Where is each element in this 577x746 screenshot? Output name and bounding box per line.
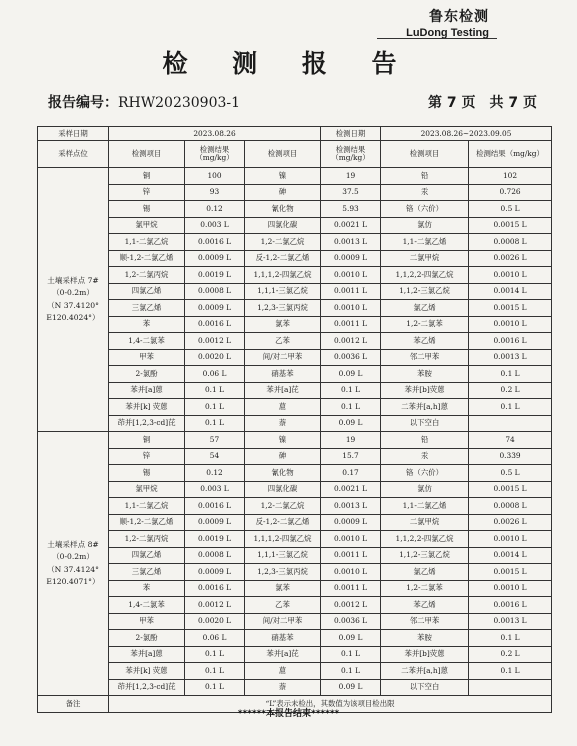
col-header-site: 采样点位 xyxy=(38,141,109,168)
test-item-cell: 氯苯 xyxy=(245,316,321,333)
test-result-cell: 0.06 L xyxy=(185,630,245,647)
test-result-cell: 0.0008 L xyxy=(185,283,245,300)
test-result-cell: 0.003 L xyxy=(185,217,245,234)
test-item-cell: 苯并[b]荧蒽 xyxy=(381,382,469,399)
table-row xyxy=(38,316,552,333)
table-row xyxy=(38,399,552,416)
test-result-cell: 0.2 L xyxy=(469,382,552,399)
test-result-cell: 0.0010 L xyxy=(469,531,552,548)
test-item-cell: 二苯并[a,h]蒽 xyxy=(381,399,469,416)
test-result-cell: 0.0015 L xyxy=(469,481,552,498)
test-result-cell xyxy=(469,679,552,696)
test-item-cell: 1,1-二氯乙烷 xyxy=(109,234,185,251)
table-row xyxy=(38,283,552,300)
table-row xyxy=(38,547,552,564)
table-row xyxy=(38,349,552,366)
test-result-cell: 0.0016 L xyxy=(469,597,552,614)
test-item-cell: 苯并[b]荧蒽 xyxy=(381,646,469,663)
test-result-cell: 0.0012 L xyxy=(185,597,245,614)
test-item-cell: 四氯乙烯 xyxy=(109,547,185,564)
test-result-cell: 54 xyxy=(185,448,245,465)
test-item-cell: 1,1-二氯乙烯 xyxy=(381,234,469,251)
test-item-cell: 苯并[a]芘 xyxy=(245,646,321,663)
table-row xyxy=(38,564,552,581)
test-result-cell: 0.0011 L xyxy=(321,580,381,597)
test-item-cell: 乙苯 xyxy=(245,597,321,614)
brand-underline xyxy=(377,38,497,39)
total-pages: 共 7 页 xyxy=(489,95,537,111)
table-row xyxy=(38,663,552,680)
test-result-cell: 0.1 L xyxy=(185,646,245,663)
brand-block xyxy=(406,6,489,39)
test-result-cell: 0.0016 L xyxy=(185,234,245,251)
remark-label: 备注 xyxy=(38,696,109,713)
test-result-cell: 0.0020 L xyxy=(185,349,245,366)
test-item-cell: 三氯乙烯 xyxy=(109,564,185,581)
test-result-cell: 0.5 L xyxy=(469,465,552,482)
test-result-cell: 0.1 L xyxy=(185,663,245,680)
test-item-cell: 1,1,2,2-四氯乙烷 xyxy=(381,267,469,284)
report-number-label: 报告编号： xyxy=(48,95,118,111)
test-result-cell: 0.1 L xyxy=(321,646,381,663)
test-result-cell: 0.0013 L xyxy=(321,498,381,515)
brand-name-cn: 鲁东检测 xyxy=(429,9,489,25)
test-result-cell: 0.0015 L xyxy=(469,217,552,234)
test-item-cell: 萘 xyxy=(245,415,321,432)
test-result-cell: 0.0036 L xyxy=(321,613,381,630)
test-result-cell: 0.0008 L xyxy=(469,234,552,251)
test-item-cell: 氯仿 xyxy=(381,481,469,498)
test-item-cell: 镍 xyxy=(245,168,321,185)
table-row xyxy=(38,217,552,234)
test-result-cell: 100 xyxy=(185,168,245,185)
test-item-cell: 1,1,1-三氯乙烷 xyxy=(245,283,321,300)
test-result-cell: 0.0020 L xyxy=(185,613,245,630)
test-item-cell: 1,2-二氯丙烷 xyxy=(109,531,185,548)
test-item-cell: 四氯化碳 xyxy=(245,217,321,234)
test-item-cell: 汞 xyxy=(381,448,469,465)
test-item-cell: 苯并[k] 荧蒽 xyxy=(109,663,185,680)
test-result-cell: 0.0014 L xyxy=(469,283,552,300)
test-result-cell: 0.0008 L xyxy=(469,498,552,515)
results-table xyxy=(37,126,552,713)
test-item-cell: 氯苯 xyxy=(245,580,321,597)
report-end-marker: ******本报告结束****** xyxy=(237,709,340,719)
test-result-cell: 0.0014 L xyxy=(469,547,552,564)
table-row xyxy=(38,234,552,251)
test-item-cell: 1,2-二氯苯 xyxy=(381,580,469,597)
test-item-cell: 铬（六价） xyxy=(381,465,469,482)
test-result-cell: 0.0010 L xyxy=(321,564,381,581)
test-result-cell: 0.1 L xyxy=(185,399,245,416)
test-result-cell: 0.12 xyxy=(185,465,245,482)
test-result-cell: 0.0010 L xyxy=(469,316,552,333)
test-item-cell: 苯并[a]蒽 xyxy=(109,382,185,399)
test-item-cell: 砷 xyxy=(245,448,321,465)
test-result-cell: 0.17 xyxy=(321,465,381,482)
test-item-cell: 四氯化碳 xyxy=(245,481,321,498)
test-item-cell: 氯甲烷 xyxy=(109,481,185,498)
test-item-cell: 茚并[1,2,3-cd]芘 xyxy=(109,415,185,432)
test-result-cell: 19 xyxy=(321,168,381,185)
test-result-cell: 0.06 L xyxy=(185,366,245,383)
test-result-cell: 0.0009 L xyxy=(321,250,381,267)
test-result-cell: 0.1 L xyxy=(469,399,552,416)
test-item-cell: 甲苯 xyxy=(109,349,185,366)
test-result-cell: 0.09 L xyxy=(321,366,381,383)
table-row xyxy=(38,300,552,317)
test-result-cell: 0.0021 L xyxy=(321,217,381,234)
test-item-cell: 顺-1,2-二氯乙烯 xyxy=(109,514,185,531)
table-row xyxy=(38,646,552,663)
test-item-cell: 以下空白 xyxy=(381,415,469,432)
test-item-cell: 2-氯酚 xyxy=(109,366,185,383)
test-item-cell: 苯 xyxy=(109,316,185,333)
table-row xyxy=(38,580,552,597)
test-item-cell: 乙苯 xyxy=(245,333,321,350)
brand-name-en: LuDong Testing xyxy=(406,27,489,39)
test-item-cell: 苯并[a]芘 xyxy=(245,382,321,399)
test-result-cell: 0.1 L xyxy=(321,382,381,399)
test-result-cell: 0.0010 L xyxy=(321,300,381,317)
test-item-cell: 镍 xyxy=(245,432,321,449)
test-item-cell: 1,2-二氯乙烷 xyxy=(245,234,321,251)
test-item-cell: 1,1,1,2-四氯乙烷 xyxy=(245,267,321,284)
test-result-cell: 0.0011 L xyxy=(321,283,381,300)
test-result-cell: 0.0016 L xyxy=(185,580,245,597)
header-row xyxy=(38,141,552,168)
test-item-cell: 铬（六价） xyxy=(381,201,469,218)
test-item-cell: 汞 xyxy=(381,184,469,201)
test-item-cell: 氯仿 xyxy=(381,217,469,234)
test-item-cell: 苯乙烯 xyxy=(381,597,469,614)
test-result-cell: 19 xyxy=(321,432,381,449)
test-item-cell: 萘 xyxy=(245,679,321,696)
test-result-cell: 0.1 L xyxy=(321,399,381,416)
sampling-site-label: 土壤采样点 8# （0-0.2m） （N 37.4124° E120.4071°） xyxy=(38,432,109,696)
test-item-cell: 苯胺 xyxy=(381,630,469,647)
test-item-cell: 苯乙烯 xyxy=(381,333,469,350)
test-result-cell: 0.0036 L xyxy=(321,349,381,366)
table-row xyxy=(38,333,552,350)
table-row xyxy=(38,597,552,614)
table-row xyxy=(38,168,552,185)
test-item-cell: 1,2,3-三氯丙烷 xyxy=(245,300,321,317)
test-result-cell: 37.5 xyxy=(321,184,381,201)
test-result-cell: 0.0019 L xyxy=(185,267,245,284)
test-result-cell: 74 xyxy=(469,432,552,449)
page-indicator xyxy=(428,92,537,112)
test-item-cell: 氯乙烯 xyxy=(381,300,469,317)
test-result-cell: 0.0026 L xyxy=(469,514,552,531)
test-result-cell: 0.5 L xyxy=(469,201,552,218)
test-item-cell: 氯乙烯 xyxy=(381,564,469,581)
test-result-cell: 0.003 L xyxy=(185,481,245,498)
test-item-cell: 反-1,2-二氯乙烯 xyxy=(245,250,321,267)
test-result-cell: 0.0009 L xyxy=(185,300,245,317)
test-item-cell: 锌 xyxy=(109,184,185,201)
test-result-cell: 0.0009 L xyxy=(185,564,245,581)
test-result-cell: 0.0009 L xyxy=(321,514,381,531)
test-result-cell: 0.0011 L xyxy=(321,547,381,564)
test-item-cell: 苯胺 xyxy=(381,366,469,383)
test-item-cell: 铜 xyxy=(109,168,185,185)
test-item-cell: 锡 xyxy=(109,465,185,482)
col-header-result: 检测结果（mg/kg） xyxy=(321,141,381,168)
table-row xyxy=(38,498,552,515)
test-result-cell: 0.09 L xyxy=(321,415,381,432)
test-item-cell: 1,1,2-三氯乙烷 xyxy=(381,283,469,300)
table-row xyxy=(38,448,552,465)
test-item-cell: 铅 xyxy=(381,432,469,449)
test-result-cell: 0.0010 L xyxy=(469,267,552,284)
table-row xyxy=(38,481,552,498)
test-result-cell: 0.1 L xyxy=(185,382,245,399)
table-row xyxy=(38,184,552,201)
test-result-cell: 0.0009 L xyxy=(185,250,245,267)
report-number xyxy=(48,92,240,112)
test-result-cell: 0.1 L xyxy=(185,679,245,696)
test-item-cell: 1,4-二氯苯 xyxy=(109,333,185,350)
table-row xyxy=(38,514,552,531)
test-date-label: 检测日期 xyxy=(321,127,381,141)
test-result-cell: 0.0008 L xyxy=(185,547,245,564)
test-result-cell: 0.0016 L xyxy=(185,498,245,515)
test-item-cell: 以下空白 xyxy=(381,679,469,696)
test-item-cell: 邻二甲苯 xyxy=(381,613,469,630)
test-item-cell: 二氯甲烷 xyxy=(381,514,469,531)
test-result-cell: 102 xyxy=(469,168,552,185)
test-item-cell: 顺-1,2-二氯乙烯 xyxy=(109,250,185,267)
table-row xyxy=(38,432,552,449)
test-item-cell: 氰化物 xyxy=(245,201,321,218)
test-result-cell: 5.93 xyxy=(321,201,381,218)
test-result-cell: 0.0021 L xyxy=(321,481,381,498)
test-item-cell: 间/对二甲苯 xyxy=(245,613,321,630)
test-result-cell: 0.0016 L xyxy=(469,333,552,350)
test-item-cell: 1,2-二氯丙烷 xyxy=(109,267,185,284)
test-item-cell: 1,1-二氯乙烯 xyxy=(381,498,469,515)
test-result-cell: 0.1 L xyxy=(321,663,381,680)
test-result-cell: 0.0010 L xyxy=(321,531,381,548)
table-row xyxy=(38,267,552,284)
test-result-cell: 93 xyxy=(185,184,245,201)
test-item-cell: 苯 xyxy=(109,580,185,597)
test-item-cell: 硝基苯 xyxy=(245,366,321,383)
test-item-cell: 锌 xyxy=(109,448,185,465)
test-result-cell: 0.0015 L xyxy=(469,300,552,317)
test-result-cell: 0.0019 L xyxy=(185,531,245,548)
test-item-cell: 四氯乙烯 xyxy=(109,283,185,300)
test-result-cell: 0.0010 L xyxy=(469,580,552,597)
test-result-cell: 0.0026 L xyxy=(469,250,552,267)
test-result-cell: 0.09 L xyxy=(321,679,381,696)
sample-date-label: 采样日期 xyxy=(38,127,109,141)
col-header-result: 检测结果（mg/kg） xyxy=(185,141,245,168)
test-result-cell: 0.726 xyxy=(469,184,552,201)
test-result-cell: 0.12 xyxy=(185,201,245,218)
test-result-cell: 0.0012 L xyxy=(185,333,245,350)
test-result-cell: 0.0016 L xyxy=(185,316,245,333)
test-result-cell: 0.0013 L xyxy=(469,613,552,630)
test-item-cell: 氰化物 xyxy=(245,465,321,482)
test-result-cell: 57 xyxy=(185,432,245,449)
test-item-cell: 二氯甲烷 xyxy=(381,250,469,267)
date-row xyxy=(38,127,552,141)
test-item-cell: 苯并[k] 荧蒽 xyxy=(109,399,185,416)
col-header-item: 检测项目 xyxy=(109,141,185,168)
col-header-result: 检测结果（mg/kg） xyxy=(469,141,552,168)
test-result-cell: 0.0013 L xyxy=(469,349,552,366)
remark-text: “L”表示未检出，其数值为该项目检出限 xyxy=(109,696,552,713)
test-item-cell: 氯甲烷 xyxy=(109,217,185,234)
test-item-cell: 甲苯 xyxy=(109,613,185,630)
col-header-item: 检测项目 xyxy=(245,141,321,168)
sampling-site-label: 土壤采样点 7# （0-0.2m） （N 37.4120° E120.4024°） xyxy=(38,168,109,432)
report-number-value: RHW20230903-1 xyxy=(118,95,241,111)
test-item-cell: 1,4-二氯苯 xyxy=(109,597,185,614)
test-item-cell: 邻二甲苯 xyxy=(381,349,469,366)
test-item-cell: 1,2-二氯苯 xyxy=(381,316,469,333)
test-result-cell: 0.0009 L xyxy=(185,514,245,531)
test-item-cell: 锡 xyxy=(109,201,185,218)
test-result-cell: 0.2 L xyxy=(469,646,552,663)
test-result-cell xyxy=(469,415,552,432)
table-row xyxy=(38,366,552,383)
test-item-cell: 铜 xyxy=(109,432,185,449)
test-item-cell: 砷 xyxy=(245,184,321,201)
test-result-cell: 0.0015 L xyxy=(469,564,552,581)
test-item-cell: 1,1,2,2-四氯乙烷 xyxy=(381,531,469,548)
table-row xyxy=(38,415,552,432)
test-item-cell: 硝基苯 xyxy=(245,630,321,647)
test-item-cell: 茚并[1,2,3-cd]芘 xyxy=(109,679,185,696)
table-row xyxy=(38,531,552,548)
test-item-cell: 1,1-二氯乙烷 xyxy=(109,498,185,515)
test-item-cell: 1,2-二氯乙烷 xyxy=(245,498,321,515)
test-result-cell: 0.1 L xyxy=(185,415,245,432)
test-item-cell: 1,1,2-三氯乙烷 xyxy=(381,547,469,564)
test-result-cell: 0.1 L xyxy=(469,663,552,680)
table-row xyxy=(38,679,552,696)
test-result-cell: 0.0011 L xyxy=(321,316,381,333)
test-result-cell: 0.1 L xyxy=(469,366,552,383)
test-item-cell: 反-1,2-二氯乙烯 xyxy=(245,514,321,531)
test-item-cell: 苯并[a]蒽 xyxy=(109,646,185,663)
current-page: 第 7 页 xyxy=(428,95,476,111)
test-date-value: 2023.08.26~2023.09.05 xyxy=(381,127,552,141)
test-item-cell: 1,1,1,2-四氯乙烷 xyxy=(245,531,321,548)
test-item-cell: 2-氯酚 xyxy=(109,630,185,647)
test-result-cell: 0.0012 L xyxy=(321,333,381,350)
sample-date-value: 2023.08.26 xyxy=(109,127,321,141)
table-row xyxy=(38,465,552,482)
table-row xyxy=(38,201,552,218)
table-row xyxy=(38,630,552,647)
test-item-cell: 䓛 xyxy=(245,399,321,416)
test-item-cell: 铅 xyxy=(381,168,469,185)
test-item-cell: 三氯乙烯 xyxy=(109,300,185,317)
test-item-cell: 二苯并[a,h]蒽 xyxy=(381,663,469,680)
test-item-cell: 间/对二甲苯 xyxy=(245,349,321,366)
test-item-cell: 1,2,3-三氯丙烷 xyxy=(245,564,321,581)
test-result-cell: 0.0010 L xyxy=(321,267,381,284)
test-result-cell: 15.7 xyxy=(321,448,381,465)
col-header-item: 检测项目 xyxy=(381,141,469,168)
table-row xyxy=(38,250,552,267)
test-result-cell: 0.09 L xyxy=(321,630,381,647)
test-item-cell: 䓛 xyxy=(245,663,321,680)
table-row xyxy=(38,382,552,399)
table-row xyxy=(38,613,552,630)
test-result-cell: 0.339 xyxy=(469,448,552,465)
test-item-cell: 1,1,1-三氯乙烷 xyxy=(245,547,321,564)
test-result-cell: 0.1 L xyxy=(469,630,552,647)
test-result-cell: 0.0013 L xyxy=(321,234,381,251)
page-title: 检 测 报 告 xyxy=(162,49,415,78)
test-result-cell: 0.0012 L xyxy=(321,597,381,614)
